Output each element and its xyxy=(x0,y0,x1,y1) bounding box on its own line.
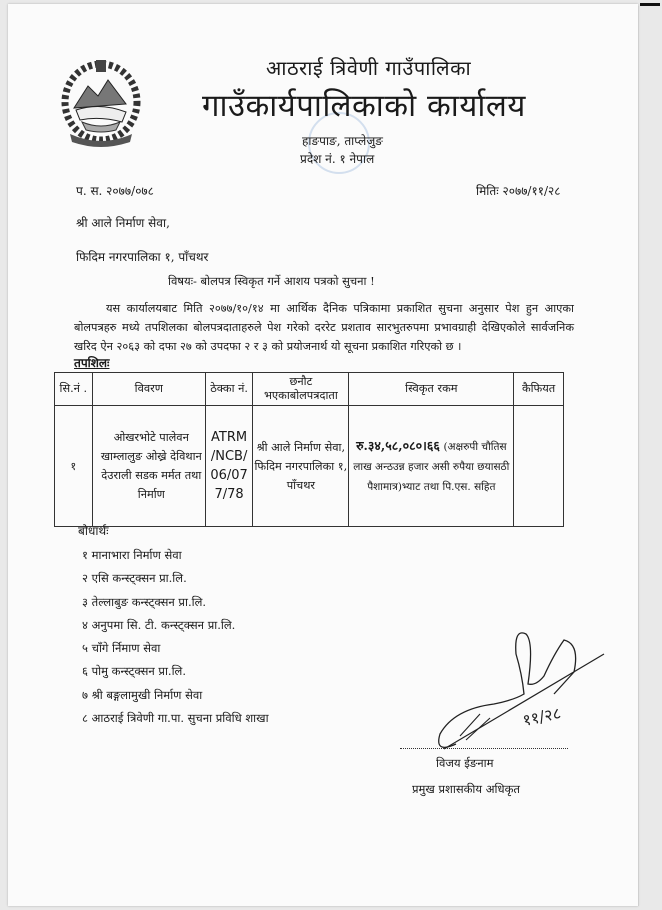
cc-item: ८ आठराई त्रिवेणी गा.पा. सुचना प्रविधि शाखा xyxy=(82,711,269,726)
amount-figure: रु.३४,५८,०८०।६६ xyxy=(356,437,440,453)
cell-contract-no: ATRM /NCB/ 06/07 7/78 xyxy=(205,406,252,527)
signer-name: विजय ईङनाम xyxy=(436,756,494,770)
letter-body: यस कार्यालयबाट मिति २०७७/१०/१४ मा आर्थिक दैनिक पत्रिकामा प्रकाशित सुचना अनुसार पेश हुन आएका बोलपत्रहरु मध्ये तपशिलका बोलपत्रदाताहरुले पेश गरेको दररेट प्रशताव सारभुतरुपमा प्रभावग्राही देखिएकोले सार्वजनिक खरिद ऐन २०६३ को दफा २७ को उपदफा २ र ३ को प्रयोजनार्थ यो सूचना प्रकाशित गरिएको छ । xyxy=(74,302,574,353)
cc-item: ७ श्री बङ्गलामुखी निर्माण सेवा xyxy=(82,687,203,702)
cell-amount xyxy=(349,406,514,527)
cc-item: ५ चाँगे र्निमाण सेवा xyxy=(82,641,161,656)
cc-item: ३ तेल्लाबुङ कन्स्ट्क्सन प्रा.लि. xyxy=(82,594,207,609)
cell-remarks xyxy=(514,406,564,527)
letter-page xyxy=(8,4,638,906)
col-header-bidder: छनौट भएकाबोलपत्रदाता xyxy=(253,373,349,406)
cc-list xyxy=(82,544,269,730)
signature-line xyxy=(400,748,568,749)
col-header-contract-no: ठेक्का नं. xyxy=(205,373,252,406)
letter-date: मितिः २०७७/११/२८ xyxy=(476,184,561,198)
letter-subject: विषयः- बोलपत्र स्विकृत गर्ने आशय पत्रको सुचना ! xyxy=(168,274,375,288)
col-header-sn: सि.नं . xyxy=(55,373,93,406)
cell-bidder: श्री आले निर्माण सेवा, फिदिम नगरपालिका १, पाँचथर xyxy=(253,406,349,527)
nepal-government-emblem-icon xyxy=(60,56,142,148)
details-label: तपशिलः xyxy=(74,356,110,370)
handwritten-signature xyxy=(404,614,614,764)
reference-number: प. स. २०७७/०७८ xyxy=(76,184,154,198)
table-header-row xyxy=(55,373,564,406)
office-province: प्रदेश नं. १ नेपाल xyxy=(300,152,375,166)
signer-title: प्रमुख प्रशासकीय अधिकृत xyxy=(412,782,520,796)
cc-label: बोधार्थः xyxy=(78,524,109,538)
col-header-description: विवरण xyxy=(92,373,205,406)
scan-edge-line xyxy=(638,6,639,906)
cc-item: १ मानाभारा निर्माण सेवा xyxy=(82,548,182,562)
scan-edge-mark xyxy=(640,3,660,6)
cell-description: ओखरभोटे पालेवन खाम्लालुङ ओख्रे देविथान देउराली सडक मर्मत तथा निर्माण xyxy=(92,406,205,527)
office-title: गाउँकार्यपालिकाको कार्यालय xyxy=(202,88,526,124)
cc-item: ६ पोमु कन्स्ट्क्सन प्रा.लि. xyxy=(82,664,187,679)
cell-sn: १ xyxy=(55,406,93,527)
col-header-amount: स्विकृत रकम xyxy=(349,373,514,406)
svg-text:११/२८: ११/२८ xyxy=(520,703,563,730)
office-address: हाङपाङ, ताप्लेजुङ xyxy=(302,134,383,148)
table-row xyxy=(55,406,564,527)
municipality-name: आठराई त्रिवेणी गाउँपालिका xyxy=(266,56,472,80)
amount-words: (अक्षरुपी चौतिस लाख अन्ठउन्न हजार असी रुपैया छयासठी पैशामात्र)भ्याट तथा पि.एस. सहित xyxy=(353,440,510,493)
cc-item: ४ अनुपमा सि. टी. कन्स्ट्क्सन प्रा.लि. xyxy=(82,617,236,632)
recipient-address: फिदिम नगरपालिका १, पाँचथर xyxy=(76,250,209,264)
award-table xyxy=(54,372,564,527)
recipient-name: श्री आले निर्माण सेवा, xyxy=(76,216,170,230)
col-header-remarks: कैफियत xyxy=(514,373,564,406)
cc-item: २ एसि कन्स्ट्क्सन प्रा.लि. xyxy=(82,571,187,586)
